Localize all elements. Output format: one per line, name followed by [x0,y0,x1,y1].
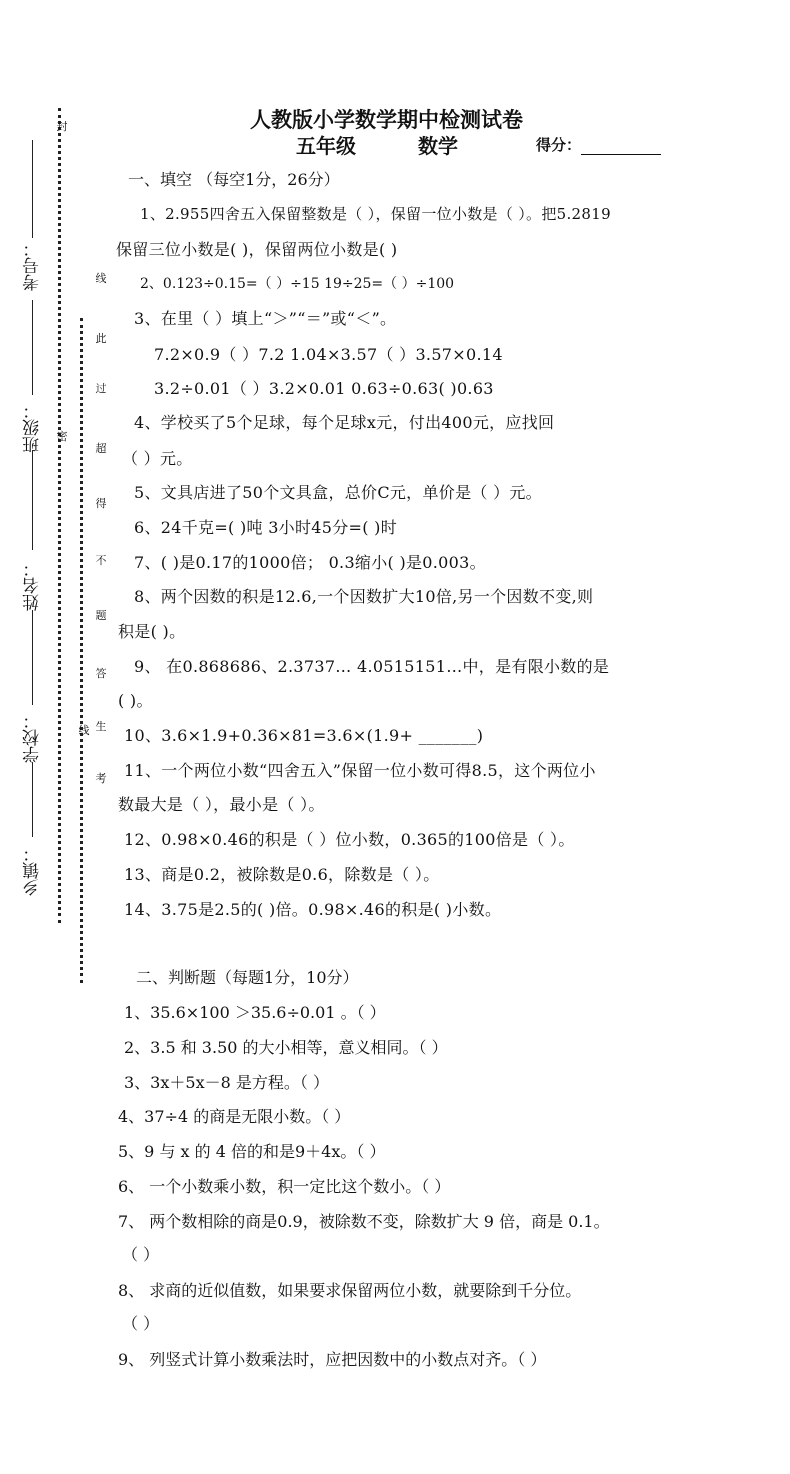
score-blank[interactable] [581,140,661,155]
s1-line-1: 保留三位小数是( )，保留两位小数是( ) [116,240,398,259]
s1-line-7: （ ）元。 [122,449,193,468]
s2-line-1: 2、3.5 和 3.50 的大小相等，意义相同。（ ） [124,1038,448,1057]
field-class-line [32,300,33,395]
seal-inner-8: 生 [95,720,107,733]
section1-heading: 一、填空 （每空1分，26分） [128,170,340,189]
s1-line-9: 6、24千克=( )吨 3小时45分=( )时 [134,518,398,537]
field-exam-no: 考号： [23,240,43,291]
seal-char-xian: 线 [78,724,90,737]
s2-line-8: 8、 求商的近似值数，如果要求保留两位小数，就要除到千分位。 [118,1281,582,1300]
seal-inner-9: 考 [95,772,107,785]
s1-line-18: 12、0.98×0.46的积是（ ）位小数，0.365的100倍是（ ）。 [124,830,575,849]
s1-line-6: 4、学校买了5个足球，每个足球x元，付出400元，应找回 [134,413,555,432]
seal-char-mi: 密 [56,430,68,443]
s2-line-0: 1、35.6×100 ＞35.6÷0.01 。（ ） [124,1003,386,1022]
seal-inner-5: 不 [95,554,107,567]
s1-line-4: 7.2×0.9（ ）7.2 1.04×3.57（ ）3.57×0.14 [154,345,503,364]
s2-line-10: 9、 列竖式计算小数乘法时，应把因数中的小数点对齐。（ ） [118,1350,547,1369]
seal-inner-1: 此 [95,332,107,345]
field-school: 学校： [23,712,43,763]
field-class: 班级： [23,402,43,453]
s1-line-10: 7、( )是0.17的1000倍； 0.3缩小( )是0.003。 [134,553,486,572]
seal-inner-4: 得 [95,497,107,510]
s1-line-2: 2、0.123÷0.15=（ ）÷15 19÷25=（ ）÷100 [140,276,455,292]
page-title: 人教版小学数学期中检测试卷 [250,107,523,132]
s1-line-20: 14、3.75是2.5的( )倍。0.98×.46的积是( )小数。 [124,900,502,919]
field-school-line [32,762,33,837]
score-area [536,134,661,155]
outer-dotted-line [58,108,61,923]
seal-inner-2: 过 [95,382,107,395]
field-exam-no-line [32,140,33,238]
s2-line-2: 3、3x＋5x－8 是方程。（ ） [124,1073,329,1092]
field-class-line-2 [32,450,33,550]
subject-label: 数学 [418,134,458,158]
grade-label: 五年级 [296,134,356,158]
seal-inner-0: 线 [95,272,107,285]
s2-line-9: （ ） [122,1314,160,1333]
s2-line-7: （ ） [122,1245,160,1264]
field-name: 姓名： [23,560,43,611]
s2-line-3: 4、37÷4 的商是无限小数。（ ） [118,1107,351,1126]
s2-line-6: 7、 两个数相除的商是0.9，被除数不变，除数扩大 9 倍，商是 0.1。 [118,1212,610,1231]
section2-heading: 二、判断题（每题1分，10分） [136,968,359,987]
seal-inner-6: 题 [95,609,107,622]
s1-line-16: 11、一个两位小数“四舍五入”保留一位小数可得8.5，这个两位小 [124,761,596,780]
field-name-line [32,610,33,705]
field-town: 乡镇： [23,845,43,896]
s1-line-14: ( )。 [118,691,153,710]
s1-line-8: 5、文具店进了50个文具盒，总价C元，单价是（ ）元。 [134,483,542,502]
seal-inner-7: 答 [95,667,107,680]
s1-line-5: 3.2÷0.01（ ）3.2×0.01 0.63÷0.63( )0.63 [154,379,494,398]
seal-inner-3: 超 [95,442,107,455]
s1-line-0: 1、2.955四舍五入保留整数是（ ），保留一位小数是（ ）。把5.2819 [140,205,611,223]
s1-line-11: 8、两个因数的积是12.6,一个因数扩大10倍,另一个因数不变,则 [134,587,594,606]
s1-line-15: 10、3.6×1.9+0.36×81=3.6×(1.9+ _______) [124,726,484,745]
score-label: 得分： [536,136,582,154]
inner-dotted-line [80,318,83,983]
seal-char-feng: 封 [56,120,68,133]
s1-line-17: 数最大是（ ），最小是（ ）。 [118,795,325,814]
s2-line-5: 6、 一个小数乘小数，积一定比这个数小。（ ） [118,1177,451,1196]
s1-line-12: 积是( )。 [118,622,186,641]
s1-line-3: 3、在里（ ）填上“＞”“＝”或“＜”。 [134,309,397,328]
s2-line-4: 5、9 与 x 的 4 倍的和是9＋4x。（ ） [118,1142,386,1161]
s1-line-13: 9、 在0.868686、2.3737… 4.0515151…中，是有限小数的是 [134,657,610,676]
s1-line-19: 13、商是0.2，被除数是0.6，除数是（ ）。 [124,865,440,884]
